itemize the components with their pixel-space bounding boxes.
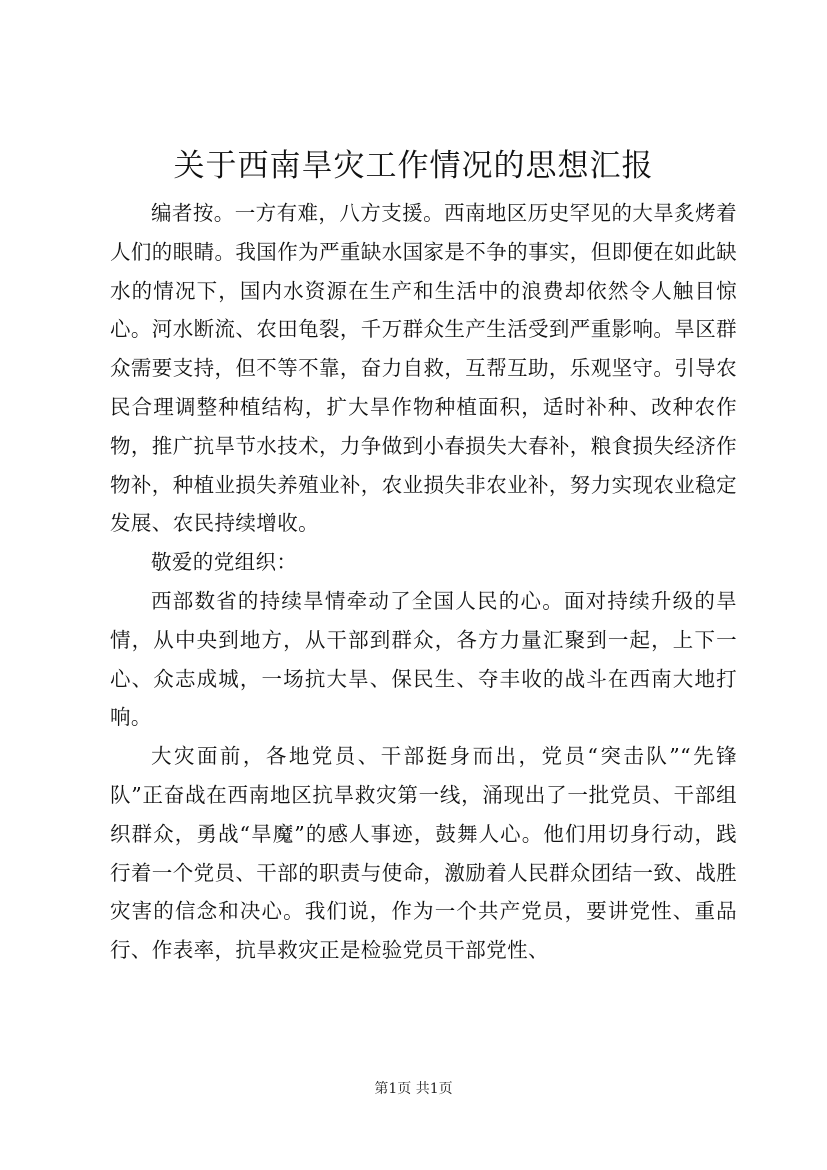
document-body — [110, 194, 737, 970]
salutation-paragraph: 敬爱的党组织： — [151, 550, 298, 575]
page-number-footer: 第1页 共1页 — [374, 1081, 453, 1097]
editor-note-paragraph: 编者按。一方有难，八方支援。西南地区历史罕见的大旱炙烤着人们的眼睛。我国作为严重缺水国家是不争的事实，但即便在如此缺水的情况下，国内水资源在生产和生活中的浪费却依然令人触目惊心。河水断流、农田龟裂，千万群众生产生活受到严重影响。旱区群众需要支持，但不等不靠，奋力自救，互帮互助，乐观坚守。引导农民合理调整种植结构，扩大旱作物种植面积，适时补种、改种农作物，推广抗旱节水技术，力争做到小春损失大春补，粮食损失经济作物补，种植业损失养殖业补，农业损失非农业补，努力实现农业稳定发展、农民持续增收。 — [110, 201, 737, 536]
document-title: 关于西南旱灾工作情况的思想汇报 — [173, 148, 654, 184]
body-paragraph-2: 大灾面前，各地党员、干部挺身而出，党员“突击队”“先锋队”正奋战在西南地区抗旱救灾第一线，涌现出了一批党员、干部组织群众，勇战“旱魔”的感人事迹，鼓舞人心。他们用切身行动，践行着一个党员、干部的职责与使命，激励着人民群众团结一致、战胜灾害的信念和决心。我们说，作为一个共产党员，要讲党性、重品行、作表率，抗旱救灾正是检验党员干部党性、 — [110, 744, 737, 963]
body-paragraph-1: 西部数省的持续旱情牵动了全国人民的心。面对持续升级的旱情，从中央到地方，从干部到群众，各方力量汇聚到一起，上下一心、众志成城，一场抗大旱、保民生、夺丰收的战斗在西南大地打响。 — [110, 588, 737, 730]
